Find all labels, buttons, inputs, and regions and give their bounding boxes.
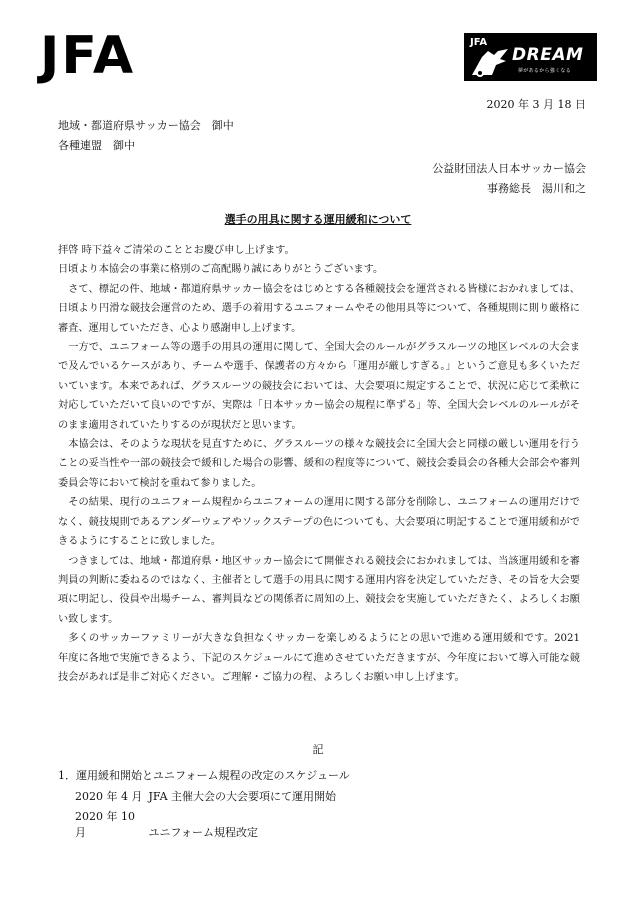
body-paragraph: 拝啓 時下益々ご清栄のこととお慶び申し上げます。 xyxy=(58,245,295,256)
body-paragraph: その結果、現行のユニフォーム規程からユニフォームの運用に関する部分を削除し、ユニフォームの運用だけでなく、競技規則であるアンダーウェアやソックステープの色についても、大会要項に明記することで運用緩和ができるようにすることに致しました。 xyxy=(58,497,580,548)
yatagarasu-icon xyxy=(468,47,514,79)
body-paragraph: 日頃より本協会の事業に格別のご高配賜り誠にありがとうございます。 xyxy=(58,264,384,276)
body-paragraph: さて、標記の件、地域・都道府県サッカー協会をはじめとする各種競技会を運営される皆様におかれましては、日頃より円滑な競技会運営のため、選手の着用するユニフォームやその他用具等について、各種規則に則り厳格に審査、運用していただき、心より感謝申し上げます。 xyxy=(58,283,580,334)
body-paragraph: 多くのサッカーファミリーが大きな負担なくサッカーを楽しめるようにとの思いで進める運用緩和です。2021 年度に各地で実施できるよう、下記のスケジュールにて進めさせていただきますが、今年度において導入可能な競技会があれば是非ご対応ください。ご理解・ご協力の程、よろしくお願い申し上げます。 xyxy=(58,633,580,683)
sender-name: 事務総長 湯川和之 xyxy=(487,182,586,195)
schedule-row xyxy=(75,808,258,840)
addressee: 地域・都道府県サッカー協会 御中 xyxy=(58,119,234,132)
body-paragraph: つきましては、地域・都道府県・地区サッカー協会にて開催される競技会におかれましては、当該運用緩和を審判員の判断に委ねるのではなく、主催者として選手の用具に関する運用内容を決定していただき、その旨を大会要項に明記し、役員や出場チーム、審判員などの関係者に周知の上、競技会を実施していただきたく、よろしくお願い致します。 xyxy=(58,555,580,625)
jfa-logo: JFA xyxy=(40,26,136,86)
jfa-dream-badge xyxy=(464,33,597,81)
document-date: 2020 年 3 月 18 日 xyxy=(486,98,586,111)
ki-marker: 記 xyxy=(312,743,324,756)
addressee: 各種連盟 御中 xyxy=(58,139,135,152)
body-paragraph: 一方で、ユニフォーム等の選手の用具の運用に関して、全国大会のルールがグラスルーツの地区レベルの大会まで及んでいるケースがあり、チームや選手、保護者の方々から「運用が厳しすぎる。」というご意見も多くいただいています。本来であれば、グラスルーツの競技会においては、大会要項に規定することで、状況に応じて柔軟に対応していただいて良いのですが、実際は「日本サッカー協会の規程に準ずる」等、全国大会レベルのルールがそのまま適用されていたりするのが現状だと思います。 xyxy=(58,342,580,431)
schedule-event: JFA 主催大会の大会要項にて運用開始 xyxy=(148,790,337,803)
body-paragraph: 本協会は、そのような現状を見直すために、グラスルーツの様々な競技会に全国大会と同様の厳しい運用を行うことの妥当性や一部の競技会で緩和した場合の影響、緩和の程度等について、競技会委員会の各種大会部会や審判委員会等において検討を重ねて参りました。 xyxy=(58,439,580,489)
badge-org: JFA xyxy=(470,37,488,48)
sender-org: 公益財団法人日本サッカー協会 xyxy=(432,162,586,175)
badge-tagline: 夢があるから強くなる xyxy=(518,68,572,74)
schedule-heading: 1．運用緩和開始とユニフォーム規程の改定のスケジュール xyxy=(58,769,350,782)
schedule-row xyxy=(75,788,336,804)
schedule-date: 2020 年 4 月 xyxy=(75,790,143,803)
badge-word: DREAM xyxy=(512,45,584,65)
document-title: 選手の用具に関する運用緩和について xyxy=(224,213,412,226)
schedule-date: 2020 年 10 月 xyxy=(75,810,135,839)
letter-body xyxy=(58,241,580,687)
schedule-event: ユニフォーム規程改定 xyxy=(148,826,258,839)
